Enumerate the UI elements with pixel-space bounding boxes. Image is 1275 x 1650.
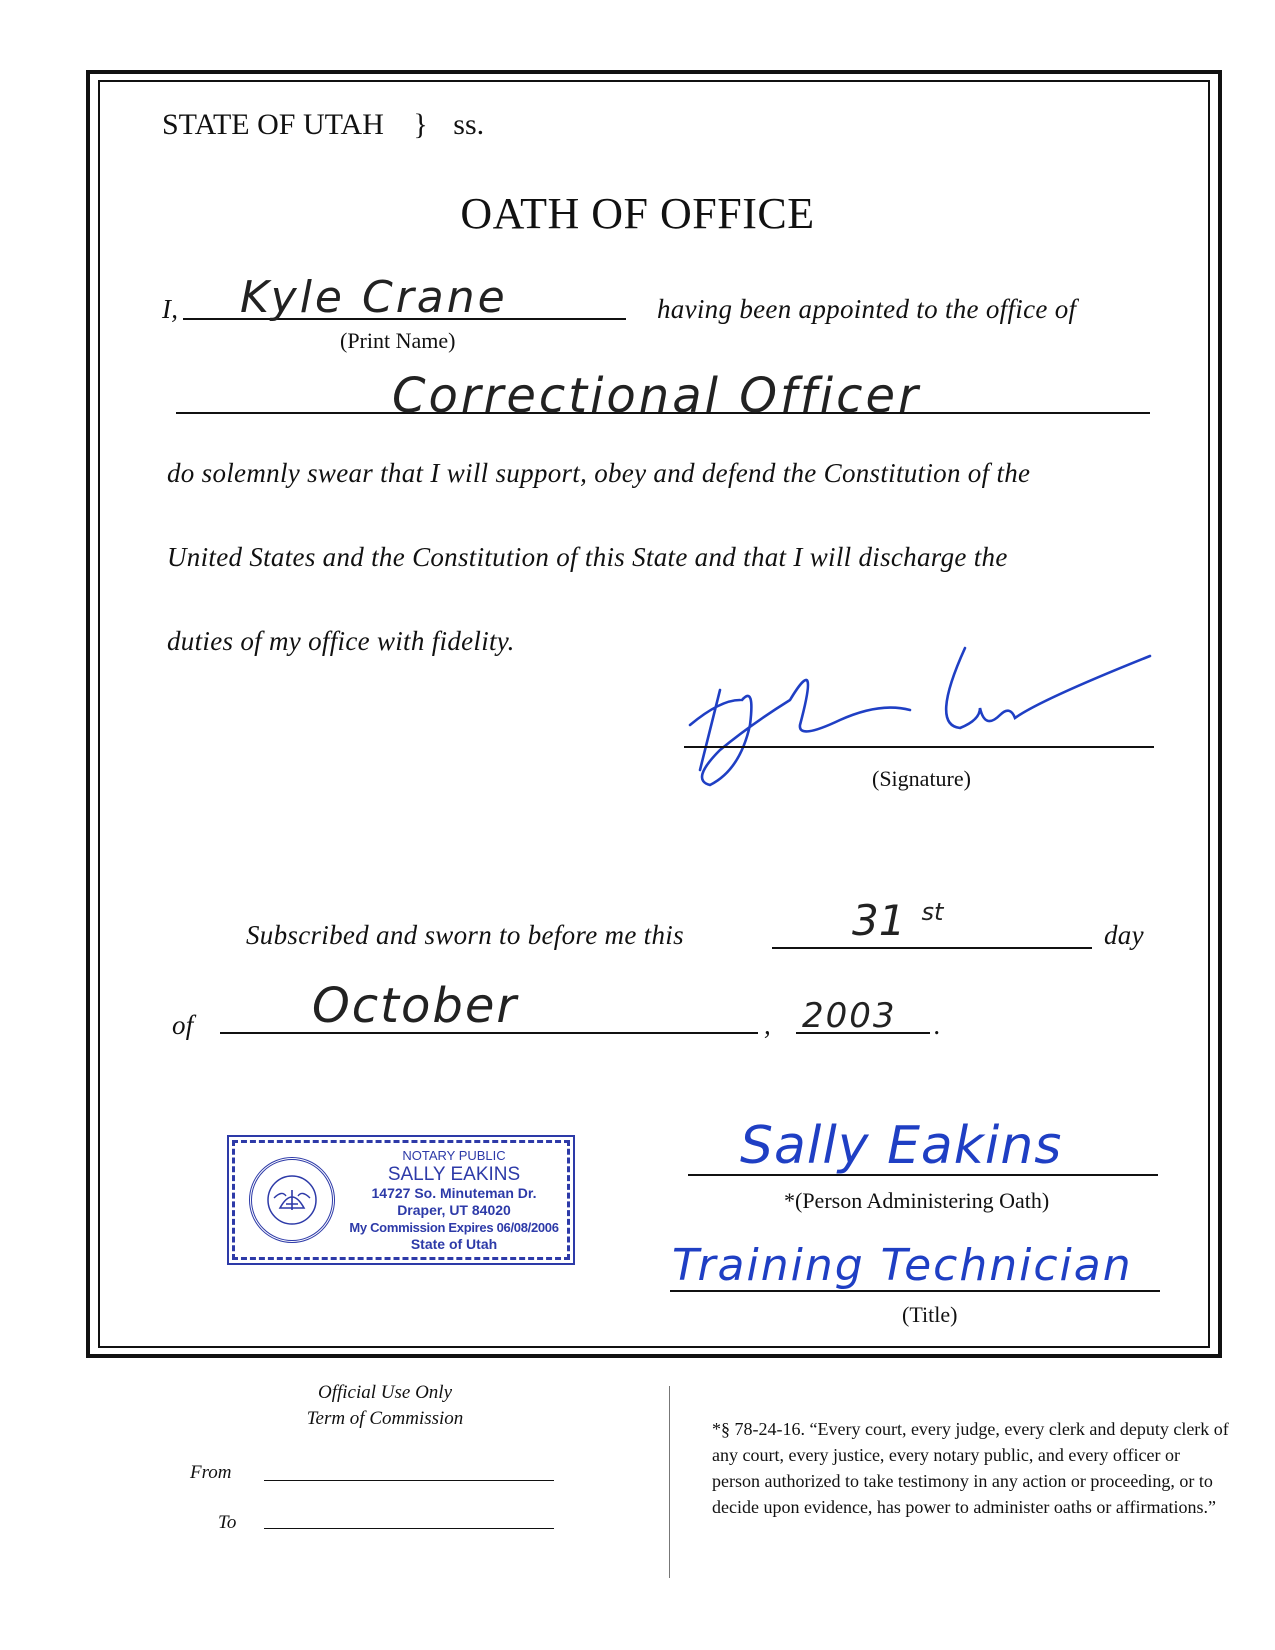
stamp-line-name: SALLY EAKINS [387,1164,521,1185]
year-period: . [934,1010,942,1040]
official-use-heading: Official Use Only [317,1382,453,1403]
state-line: STATE OF UTAH [162,108,384,141]
administrator-caption: *(Person Administering Oath) [784,1188,1050,1213]
brace: } [413,108,428,141]
notary-stamp [232,1140,570,1260]
to-line [264,1528,554,1529]
oath-paragraph-line-3: duties of my office with fidelity. [167,626,515,656]
from-label: From [190,1462,232,1483]
oath-pronoun: I, [162,294,179,324]
stamp-line-state: State of Utah [410,1236,498,1252]
page-title: OATH OF OFFICE [460,189,815,238]
administrator-title-handwritten: Training Technician [672,1240,1133,1291]
of-label: of [172,1010,194,1040]
title-caption: (Title) [902,1302,958,1327]
to-label: To [218,1512,237,1533]
administrator-signature: Sally Eakins [740,1116,1063,1176]
great-seal-icon [249,1157,335,1243]
stamp-line-city: Draper, UT 84020 [397,1202,511,1218]
month-comma: , [764,1010,772,1040]
stamp-line-address: 14727 So. Minuteman Dr. [371,1185,537,1201]
month-handwritten: October [312,978,519,1034]
day-label: day [1104,920,1144,950]
statute-footnote: *§ 78-24-16. “Every court, every judge, every clerk and deputy clerk of any court, every justice, every notary public, and every officer or person authorized to take testimony in any action or proceeding, or to decide upon evidence, has power to administer oaths or affirmations.” [712,1419,1229,1517]
day-suffix: st [921,898,944,926]
footer-divider [669,1386,670,1578]
ss-label: ss. [453,108,485,141]
signature-caption: (Signature) [872,766,971,791]
oath-paragraph-line-2: United States and the Constitution of this State and that I will discharge the [167,542,1008,572]
administrator-line [688,1174,1158,1176]
stamp-line-expiry: My Commission Expires 06/08/2006 [349,1220,559,1235]
year-handwritten: 2003 [802,996,897,1036]
name-handwritten: Kyle Crane [240,272,508,323]
from-line [264,1480,554,1481]
notary-stamp-text [345,1147,563,1253]
office-handwritten: Correctional Officer [392,368,921,424]
oath-paragraph-line-1: do solemnly swear that I will support, obey and defend the Constitution of the [167,458,1031,488]
title-line [670,1290,1160,1292]
signature-line [684,746,1154,748]
stamp-line-title: NOTARY PUBLIC [402,1148,506,1163]
appointed-text: having been appointed to the office of [657,294,1077,324]
official-use-subheading: Term of Commission [306,1408,464,1429]
name-caption: (Print Name) [340,328,456,353]
day-handwritten [852,896,943,945]
sworn-lead-text: Subscribed and sworn to before me this [246,920,684,950]
day-number: 31 [852,896,906,945]
day-line [772,947,1092,949]
state-heading [162,108,484,142]
